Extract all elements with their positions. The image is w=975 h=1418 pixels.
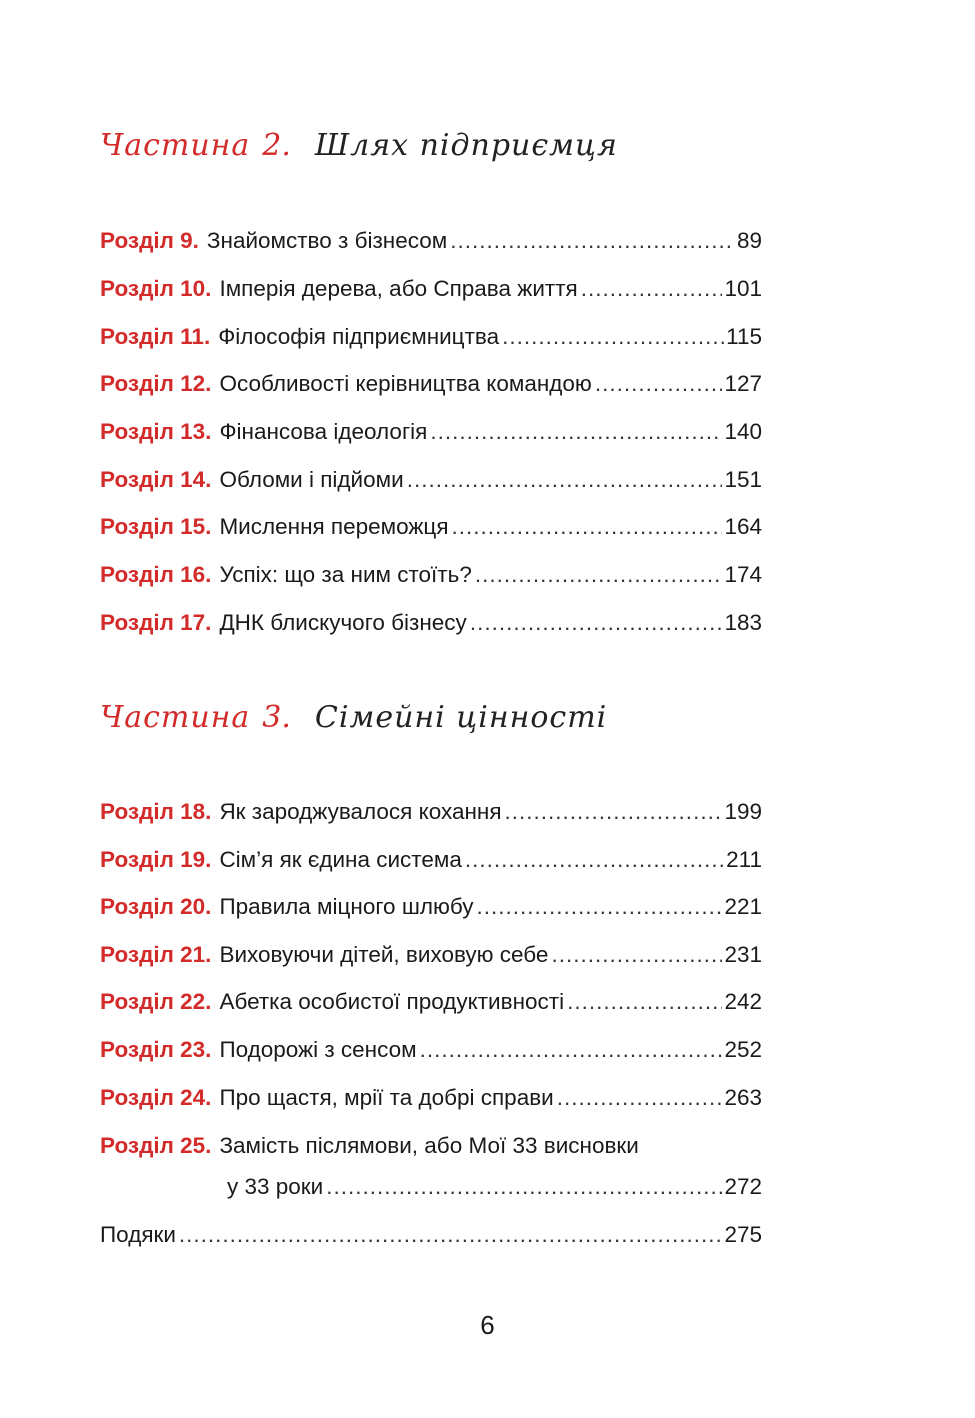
toc-entry[interactable] xyxy=(100,847,762,881)
part-2-number: 2. xyxy=(262,128,291,163)
toc-entry[interactable] xyxy=(100,1085,762,1119)
part-3-title: Сімейні цінності xyxy=(314,700,608,735)
chapter-title: Про щастя, мрії та добрі справи xyxy=(219,1085,554,1110)
dot-leader xyxy=(326,1174,722,1200)
chapter-page: 211 xyxy=(726,847,762,872)
dot-leader xyxy=(465,847,724,873)
chapter-page: 101 xyxy=(724,276,762,301)
acknowledgements-title: Подяки xyxy=(100,1222,176,1247)
toc-entry-continuation[interactable] xyxy=(100,1174,762,1208)
chapter-title: Виховуючи дітей, виховую себе xyxy=(219,942,549,967)
part-2-word: Частина xyxy=(100,128,251,163)
toc-entry-acknowledgements[interactable] xyxy=(100,1222,762,1256)
chapter-label: Розділ 11. xyxy=(100,324,211,349)
chapter-title: Успіх: що за ним стоїть? xyxy=(219,562,472,587)
chapter-page: 221 xyxy=(724,894,762,919)
dot-leader xyxy=(477,894,723,920)
chapter-page: 252 xyxy=(724,1037,762,1062)
dot-leader xyxy=(595,371,723,397)
chapter-page: 174 xyxy=(724,562,762,587)
dot-leader xyxy=(470,610,723,636)
dot-leader xyxy=(505,799,723,825)
toc-entry[interactable] xyxy=(100,467,762,501)
toc-entry[interactable] xyxy=(100,1037,762,1071)
chapter-page: 183 xyxy=(724,610,762,635)
part-3-word: Частина xyxy=(100,700,251,735)
dot-leader xyxy=(407,467,723,493)
chapter-label: Розділ 12. xyxy=(100,371,212,396)
chapter-title: Мислення переможця xyxy=(219,514,449,539)
chapter-label: Розділ 14. xyxy=(100,467,212,492)
dot-leader xyxy=(567,989,722,1015)
part-3-number: 3. xyxy=(262,700,291,735)
chapter-label: Розділ 16. xyxy=(100,562,212,587)
chapter-title: Абетка особистої продуктивності xyxy=(219,989,565,1014)
chapter-label: Розділ 18. xyxy=(100,799,212,824)
page-number: 6 xyxy=(480,1310,495,1340)
chapter-page: 199 xyxy=(724,799,762,824)
chapter-title: Сім’я як єдина система xyxy=(219,847,462,872)
chapter-title: Подорожі з сенсом xyxy=(219,1037,417,1062)
chapter-label: Розділ 13. xyxy=(100,419,212,444)
chapter-title: Обломи і підйоми xyxy=(219,467,404,492)
chapter-page: 272 xyxy=(724,1174,762,1199)
chapter-title: Філософія підприємництва xyxy=(218,324,500,349)
toc-entry[interactable] xyxy=(100,989,762,1023)
chapter-page: 231 xyxy=(724,942,762,967)
toc-entry[interactable] xyxy=(100,514,762,548)
chapter-page: 89 xyxy=(736,228,762,253)
chapter-label: Розділ 19. xyxy=(100,847,212,872)
dot-leader xyxy=(420,1037,723,1063)
part-2-heading xyxy=(100,128,760,163)
chapter-title: Як зароджувалося кохання xyxy=(219,799,502,824)
dot-leader xyxy=(557,1085,723,1111)
chapter-page: 115 xyxy=(726,324,762,349)
dot-leader xyxy=(452,514,723,540)
chapter-title: ДНК блискучого бізнесу xyxy=(219,610,467,635)
toc-entry[interactable] xyxy=(100,894,762,928)
toc-entry[interactable] xyxy=(100,276,762,310)
chapter-title: Замість післямови, або Мої 33 висновки xyxy=(219,1133,639,1158)
toc-entry[interactable] xyxy=(100,799,762,833)
chapter-label: Розділ 22. xyxy=(100,989,212,1014)
chapter-page: 140 xyxy=(724,419,762,444)
part-3-heading xyxy=(100,700,760,735)
chapter-label: Розділ 9. xyxy=(100,228,199,253)
chapter-label: Розділ 25. xyxy=(100,1133,212,1158)
chapter-page: 127 xyxy=(724,371,762,396)
chapter-page: 263 xyxy=(724,1085,762,1110)
toc-entry[interactable] xyxy=(100,942,762,976)
dot-leader xyxy=(502,324,724,350)
chapter-page: 151 xyxy=(724,467,762,492)
chapter-page: 164 xyxy=(724,514,762,539)
chapter-label: Розділ 15. xyxy=(100,514,212,539)
chapter-title: Знайомство з бізнесом xyxy=(206,228,448,253)
dot-leader xyxy=(450,228,735,254)
chapter-label: Розділ 17. xyxy=(100,610,212,635)
chapter-page: 242 xyxy=(724,989,762,1014)
toc-entry[interactable] xyxy=(100,562,762,596)
toc-entry[interactable] xyxy=(100,419,762,453)
dot-leader xyxy=(581,276,723,302)
part-2-title: Шлях підприємця xyxy=(314,128,618,163)
chapter-title: Імперія дерева, або Справа життя xyxy=(219,276,578,301)
chapter-title-continuation: у 33 роки xyxy=(227,1174,324,1199)
dot-leader xyxy=(179,1222,723,1248)
acknowledgements-page: 275 xyxy=(724,1222,762,1247)
chapter-label: Розділ 24. xyxy=(100,1085,212,1110)
chapter-label: Розділ 10. xyxy=(100,276,212,301)
chapter-title: Особливості керівництва командою xyxy=(219,371,592,396)
chapter-label: Розділ 20. xyxy=(100,894,212,919)
toc-entry[interactable] xyxy=(100,371,762,405)
toc-entry[interactable] xyxy=(100,1133,762,1167)
dot-leader xyxy=(430,419,722,445)
toc-entry[interactable] xyxy=(100,610,762,644)
chapter-title: Фінансова ідеологія xyxy=(219,419,428,444)
dot-leader xyxy=(551,942,722,968)
dot-leader xyxy=(475,562,723,588)
chapter-title: Правила міцного шлюбу xyxy=(219,894,474,919)
toc-entry[interactable] xyxy=(100,228,762,262)
chapter-label: Розділ 23. xyxy=(100,1037,212,1062)
toc-entry[interactable] xyxy=(100,324,762,358)
chapter-label: Розділ 21. xyxy=(100,942,212,967)
